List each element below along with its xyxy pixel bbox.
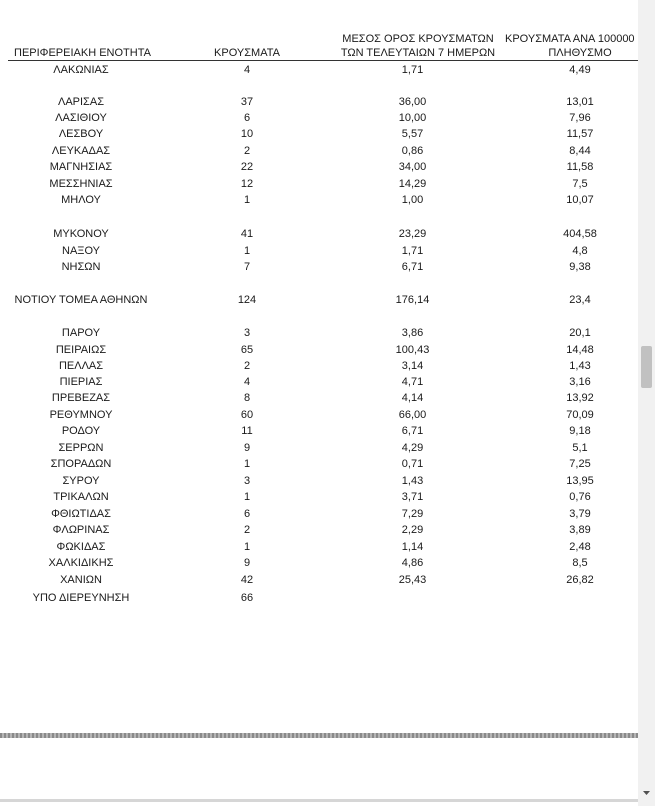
- avg-7day-value: 1,71: [401, 245, 424, 257]
- per-100k-value: 9,18: [569, 425, 591, 437]
- avg-7day-value: 0,71: [401, 458, 424, 470]
- cases-value: 9: [243, 442, 251, 454]
- table-row: [0, 489, 638, 505]
- cases-value: 9: [243, 557, 251, 569]
- per-100k-value: 1,43: [569, 360, 591, 372]
- avg-7day-value: 6,71: [401, 425, 424, 437]
- page-break-band: [0, 733, 638, 738]
- cases-value: 37: [240, 96, 254, 108]
- cases-value: 3: [243, 475, 251, 487]
- per-100k-value: 5,1: [572, 442, 588, 454]
- region-name: ΣΠΟΡΑΔΩΝ: [50, 458, 112, 470]
- cases-value: 1: [243, 194, 251, 206]
- avg-7day-value: 176,14: [395, 294, 430, 306]
- region-name: ΠΙΕΡΙΑΣ: [59, 376, 103, 388]
- table-row: [0, 456, 638, 472]
- avg-7day-value: 3,14: [401, 360, 424, 372]
- avg-7day-value: 4,29: [401, 442, 424, 454]
- cases-value: 1: [243, 245, 251, 257]
- avg-7day-value: 7,29: [401, 508, 424, 520]
- avg-7day-value: 1,43: [401, 475, 424, 487]
- scrollbar-thumb[interactable]: [641, 346, 652, 388]
- table-row: [0, 243, 638, 259]
- region-name: ΡΕΘΥΜΝΟΥ: [49, 409, 113, 421]
- avg-7day-value: 23,29: [398, 228, 427, 240]
- cases-value: 8: [243, 392, 251, 404]
- table-row: [0, 159, 638, 175]
- region-name: ΦΩΚΙΔΑΣ: [56, 541, 106, 553]
- region-name: ΠΕΙΡΑΙΩΣ: [55, 344, 107, 356]
- table-row: [0, 506, 638, 522]
- per-100k-value: 404,58: [563, 228, 597, 240]
- cases-value: 22: [240, 161, 254, 173]
- cases-value: 42: [240, 574, 254, 586]
- page-bottom-edge: [0, 799, 638, 802]
- per-100k-value: 3,89: [569, 524, 591, 536]
- per-100k-value: 7,96: [569, 112, 591, 124]
- avg-7day-value: 36,00: [398, 96, 427, 108]
- region-name: ΝΟΤΙΟΥ ΤΟΜΕΑ ΑΘΗΝΩΝ: [14, 294, 148, 306]
- table-row: [0, 374, 638, 390]
- region-name: ΣΥΡΟΥ: [62, 475, 100, 487]
- per-100k-value: 4,49: [569, 64, 591, 76]
- vertical-scrollbar[interactable]: [638, 0, 655, 806]
- cases-value: 4: [243, 64, 251, 76]
- region-name: ΧΑΛΚΙΔΙΚΗΣ: [48, 557, 114, 569]
- cases-value: 3: [243, 327, 251, 339]
- per-100k-value: 8,5: [572, 557, 588, 569]
- cases-value: 6: [243, 508, 251, 520]
- avg-7day-value: 4,86: [401, 557, 424, 569]
- header-avg-line1: ΜΕΣΟΣ ΟΡΟΣ ΚΡΟΥΣΜΑΤΩΝ: [342, 33, 494, 45]
- region-name: ΜΑΓΝΗΣΙΑΣ: [49, 161, 113, 173]
- header-per-line2: ΠΛΗΘΥΣΜΟ: [548, 47, 612, 59]
- avg-7day-value: 1,71: [401, 64, 424, 76]
- table-row: [0, 522, 638, 538]
- per-100k-value: 0,76: [569, 491, 591, 503]
- region-name: ΜΗΛΟΥ: [61, 194, 101, 206]
- avg-7day-value: 3,71: [401, 491, 424, 503]
- region-name: ΦΘΙΩΤΙΔΑΣ: [51, 508, 111, 520]
- cases-value: 6: [243, 112, 251, 124]
- per-100k-value: 23,4: [569, 294, 591, 306]
- table-row: [0, 555, 638, 571]
- cases-value: 4: [243, 376, 251, 388]
- cases-value: 41: [240, 228, 254, 240]
- per-100k-value: 11,57: [566, 128, 594, 140]
- cases-value: 7: [243, 261, 251, 273]
- scroll-down-arrow-icon[interactable]: [641, 786, 652, 800]
- region-name: ΛΑΚΩΝΙΑΣ: [53, 64, 109, 76]
- avg-7day-value: 66,00: [398, 409, 427, 421]
- avg-7day-value: 5,57: [401, 128, 424, 140]
- avg-7day-value: 25,43: [398, 574, 427, 586]
- per-100k-value: 10,07: [566, 194, 594, 206]
- region-name: ΥΠΟ ΔΙΕΡΕΥΝΗΣΗ: [32, 592, 130, 604]
- table-row: [0, 126, 638, 142]
- region-name: ΛΑΡΙΣΑΣ: [57, 96, 104, 108]
- per-100k-value: 2,48: [569, 541, 591, 553]
- per-100k-value: 13,92: [566, 392, 594, 404]
- per-100k-value: 4,8: [572, 245, 588, 257]
- table-row: [0, 94, 638, 110]
- table-row: [0, 440, 638, 456]
- header-cases: ΚΡΟΥΣΜΑΤΑ: [214, 47, 280, 59]
- avg-7day-value: 3,86: [401, 327, 424, 339]
- table-row: [0, 259, 638, 275]
- cases-value: 1: [243, 491, 251, 503]
- avg-7day-value: 14,29: [398, 178, 427, 190]
- header-name: ΠΕΡΙΦΕΡΕΙΑΚΗ ΕΝΟΤΗΤΑ: [14, 47, 151, 59]
- table-row: [0, 539, 638, 555]
- cases-value: 2: [243, 145, 251, 157]
- region-name: ΜΥΚΟΝΟΥ: [53, 228, 109, 240]
- per-100k-value: 3,79: [569, 508, 591, 520]
- header-avg-line2: ΤΩΝ ΤΕΛΕΥΤΑΙΩΝ 7 ΗΜΕΡΩΝ: [340, 47, 496, 59]
- avg-7day-value: 4,14: [401, 392, 424, 404]
- avg-7day-value: 4,71: [401, 376, 424, 388]
- region-name: ΤΡΙΚΑΛΩΝ: [53, 491, 109, 503]
- per-100k-value: 9,38: [569, 261, 591, 273]
- table-row: [0, 390, 638, 406]
- region-name: ΝΑΞΟΥ: [62, 245, 100, 257]
- header-rule: [8, 60, 638, 61]
- region-name: ΠΡΕΒΕΖΑΣ: [51, 392, 111, 404]
- region-name: ΡΟΔΟΥ: [61, 425, 101, 437]
- per-100k-value: 26,82: [566, 574, 594, 586]
- per-100k-value: 7,25: [569, 458, 591, 470]
- region-name: ΛΑΣΙΘΙΟΥ: [55, 112, 107, 124]
- table-row: [0, 473, 638, 489]
- table-row: [0, 226, 638, 242]
- region-name: ΛΕΥΚΑΔΑΣ: [51, 145, 111, 157]
- region-name: ΧΑΝΙΩΝ: [60, 574, 102, 586]
- avg-7day-value: 1,00: [401, 194, 424, 206]
- region-name: ΛΕΣΒΟΥ: [58, 128, 104, 140]
- table-row: [0, 176, 638, 192]
- table-row: [0, 572, 638, 588]
- region-name: ΦΛΩΡΙΝΑΣ: [52, 524, 110, 536]
- table-row: [0, 325, 638, 341]
- region-name: ΜΕΣΣΗΝΙΑΣ: [49, 178, 113, 190]
- table-row: [0, 590, 638, 606]
- avg-7day-value: 0,86: [401, 145, 424, 157]
- avg-7day-value: 6,71: [401, 261, 424, 273]
- cases-value: 11: [241, 425, 253, 437]
- per-100k-value: 13,01: [566, 96, 594, 108]
- table-row: [0, 110, 638, 126]
- cases-value: 65: [240, 344, 254, 356]
- per-100k-value: 3,16: [569, 376, 591, 388]
- cases-value: 10: [240, 128, 254, 140]
- per-100k-value: 8,44: [569, 145, 591, 157]
- table-row: [0, 62, 638, 78]
- table-row: [0, 358, 638, 374]
- cases-value: 12: [240, 178, 254, 190]
- region-name: ΣΕΡΡΩΝ: [58, 442, 104, 454]
- per-100k-value: 11,58: [566, 161, 594, 173]
- per-100k-value: 13,95: [566, 475, 594, 487]
- region-name: ΠΕΛΛΑΣ: [58, 360, 104, 372]
- cases-value: 124: [237, 294, 257, 306]
- avg-7day-value: 34,00: [398, 161, 427, 173]
- cases-value: 2: [243, 360, 251, 372]
- avg-7day-value: 2,29: [401, 524, 424, 536]
- cases-value: 1: [243, 458, 251, 470]
- cases-value: 60: [240, 409, 254, 421]
- cases-value: 2: [243, 524, 251, 536]
- per-100k-value: 70,09: [566, 409, 594, 421]
- avg-7day-value: 100,43: [395, 344, 430, 356]
- per-100k-value: 14,48: [566, 344, 594, 356]
- table-row: [0, 342, 638, 358]
- avg-7day-value: 10,00: [398, 112, 427, 124]
- cases-value: 66: [240, 592, 254, 604]
- avg-7day-value: 1,14: [401, 541, 424, 553]
- cases-value: 1: [243, 541, 251, 553]
- header-per-line1: ΚΡΟΥΣΜΑΤΑ ΑΝΑ 100000: [505, 33, 635, 45]
- per-100k-value: 20,1: [569, 327, 591, 339]
- table-row: [0, 192, 638, 208]
- region-name: ΠΑΡΟΥ: [61, 327, 101, 339]
- table-row: [0, 407, 638, 423]
- table-row: [0, 143, 638, 159]
- per-100k-value: 7,5: [572, 178, 588, 190]
- table-row: [0, 423, 638, 439]
- table-row: [0, 292, 638, 308]
- region-name: ΝΗΣΩΝ: [61, 261, 101, 273]
